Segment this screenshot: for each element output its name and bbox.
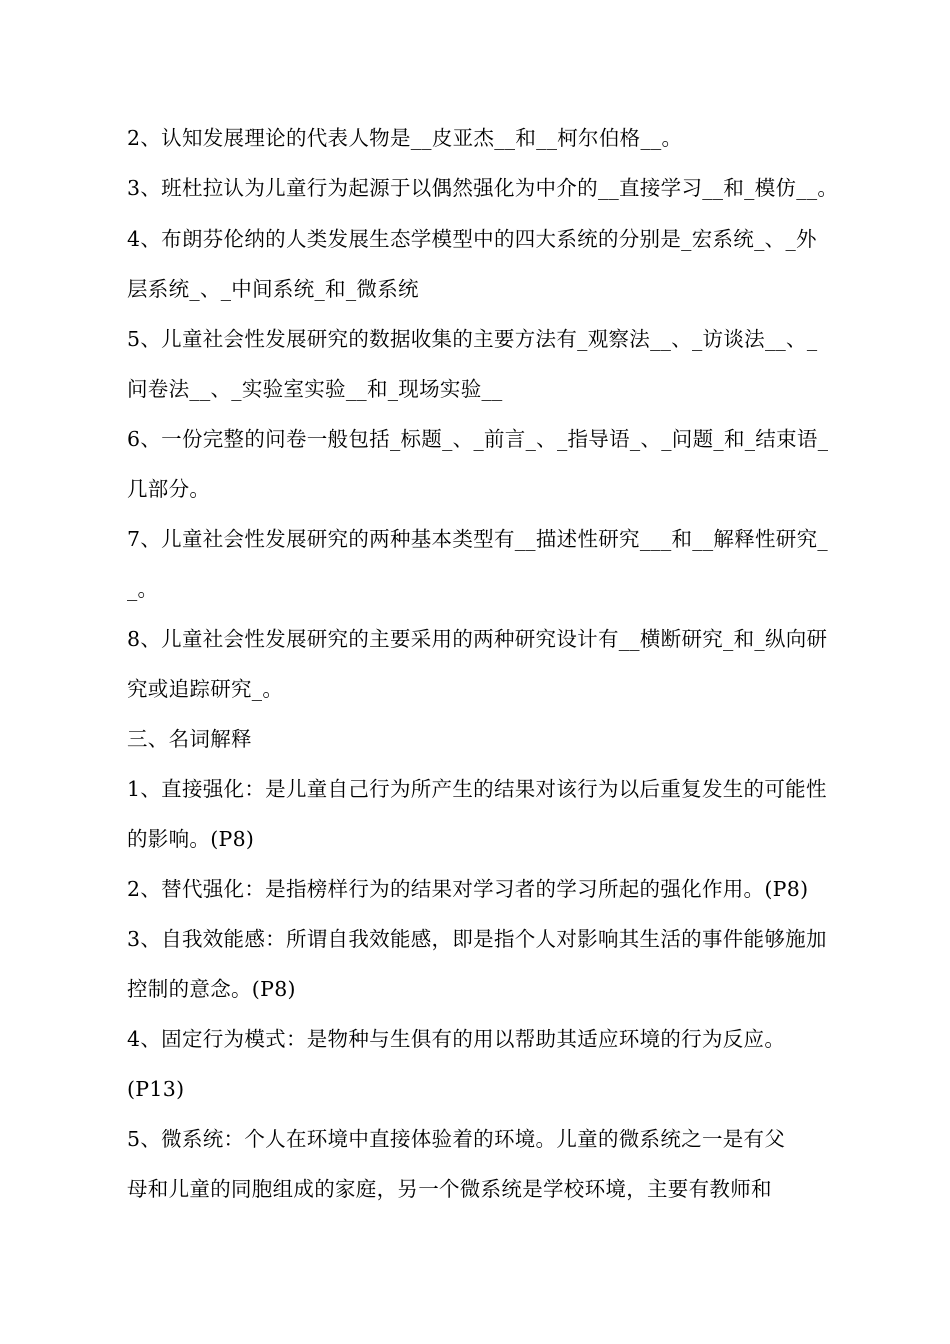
glossary-item-2-line-1: 2、替代强化：是指榜样行为的结果对学习者的学习所起的强化作用。(P8)	[127, 877, 809, 901]
fill-blank-q4-line-2: 层系统_、_中间系统_和_微系统	[127, 277, 419, 301]
glossary-item-4-line-1: 4、固定行为模式：是物种与生俱有的用以帮助其适应环境的行为反应。	[127, 1027, 786, 1051]
glossary-item-1-line-1: 1、直接强化：是儿童自己行为所产生的结果对该行为以后重复发生的可能性	[127, 777, 827, 801]
section-heading-glossary: 三、名词解释	[127, 727, 252, 751]
fill-blank-q6-line-2: 几部分。	[127, 477, 211, 501]
fill-blank-q5-line-1: 5、儿童社会性发展研究的数据收集的主要方法有_观察法__、_访谈法__、_	[127, 327, 818, 351]
glossary-item-4-line-2: (P13)	[127, 1077, 185, 1101]
fill-blank-q8-line-1: 8、儿童社会性发展研究的主要采用的两种研究设计有__横断研究_和_纵向研	[127, 627, 828, 651]
fill-blank-q7-line-1: 7、儿童社会性发展研究的两种基本类型有__描述性研究___和__解释性研究_	[127, 527, 828, 551]
glossary-item-3-line-1: 3、自我效能感：所谓自我效能感，即是指个人对影响其生活的事件能够施加	[127, 927, 827, 951]
glossary-item-1-line-2: 的影响。(P8)	[127, 827, 255, 851]
fill-blank-q7-line-2: _。	[127, 577, 159, 601]
glossary-item-3-line-2: 控制的意念。(P8)	[127, 977, 296, 1001]
fill-blank-q8-line-2: 究或追踪研究_。	[127, 677, 284, 701]
fill-blank-q3-line: 3、班杜拉认为儿童行为起源于以偶然强化为中介的__直接学习__和_模仿__。	[127, 176, 839, 200]
fill-blank-q6-line-1: 6、一份完整的问卷一般包括_标题_、_前言_、_指导语_、_问题_和_结束语_	[127, 427, 829, 451]
glossary-item-5-line-1: 5、微系统：个人在环境中直接体验着的环境。儿童的微系统之一是有父	[127, 1127, 786, 1151]
fill-blank-q2-line: 2、认知发展理论的代表人物是__皮亚杰__和__柯尔伯格__。	[127, 126, 683, 150]
fill-blank-q4-line-1: 4、布朗芬伦纳的人类发展生态学模型中的四大系统的分别是_宏系统_、_外	[127, 227, 817, 251]
fill-blank-q5-line-2: 问卷法__、_实验室实验__和_现场实验__	[127, 377, 503, 401]
glossary-item-5-line-2: 母和儿童的同胞组成的家庭，另一个微系统是学校环境，主要有教师和	[127, 1177, 772, 1201]
